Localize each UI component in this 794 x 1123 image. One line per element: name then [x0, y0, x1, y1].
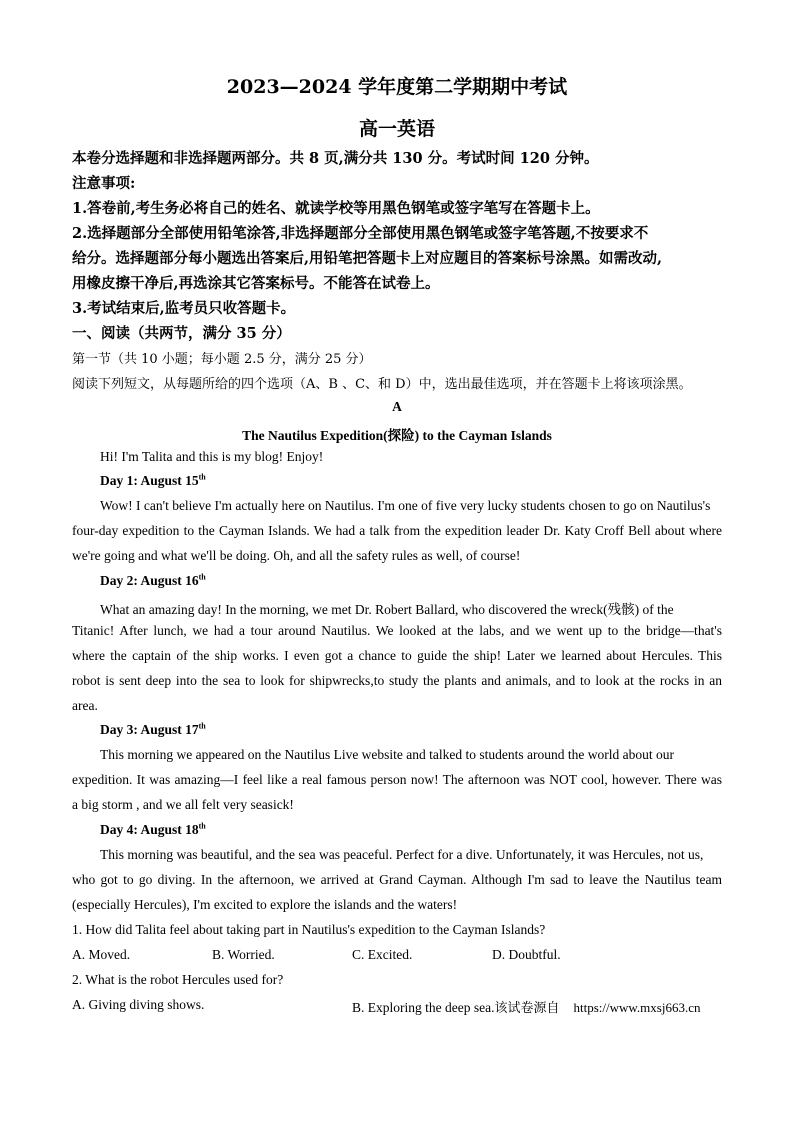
question-1-stem: 1. How did Talita feel about taking part in Nautilus's expedition to the Cayman Islands?	[72, 922, 546, 937]
day-2-line-4: robot is sent deep into the sea to look for shipwrecks,to study the plants and animals, and to look at the rocks in an	[72, 673, 722, 688]
passage-title: The Nautilus Expedition(探险) to the Cayman Islands	[242, 428, 552, 443]
note-1: 1.答卷前,考生务必将自己的姓名、就读学校等用黑色钢笔或签字笔写在答题卡上。	[72, 200, 600, 217]
part-1-heading: 第一节（共 10 小题；每小题 2.5 分，满分 25 分）	[72, 352, 372, 367]
watermark-label: 该试卷源自	[494, 1001, 560, 1016]
day-3-line-2: expedition. It was amazing—I feel like a real famous person now! The afternoon was NOT cool, however. There was	[72, 772, 722, 787]
question-1-option-c: C. Excited.	[352, 947, 413, 962]
notes-heading: 注意事项:	[72, 175, 136, 192]
day-2-line-1: What an amazing day! In the morning, we met Dr. Robert Ballard, who discovered the wreck(残骸) of the	[100, 602, 674, 617]
day-1-line-3: we're going and what we'll be doing. Oh, and all the safety rules as well, of course!	[72, 548, 521, 563]
day-4-line-2: who got to go diving. In the afternoon, we arrived at Grand Cayman. Although I'm sad to leave the Nautilus team	[72, 872, 722, 887]
exam-title: 2023—2024 学年度第二学期期中考试	[226, 76, 568, 98]
exam-subtitle: 高一英语	[358, 118, 435, 140]
day-4-line-3: (especially Hercules), I'm excited to explore the islands and the waters!	[72, 897, 458, 912]
note-3: 3.考试结束后,监考员只收答题卡。	[72, 300, 296, 317]
day-2-line-2: Titanic! After lunch, we had a tour around Nautilus. We looked at the labs, and we went up to the bridge—that's	[72, 623, 722, 638]
day-2-line-3: where the captain of the ship works. I even got a chance to guide the ship! Later we learned about Hercules. This	[72, 648, 722, 663]
note-2-line-1: 2.选择题部分全部使用铅笔涂答,非选择题部分全部使用黑色钢笔或签字笔答题,不按要求不	[72, 225, 649, 242]
passage-greeting: Hi! I'm Talita and this is my blog! Enjoy!	[100, 449, 324, 464]
day-1-line-2: four-day expedition to the Cayman Islands. We had a talk from the expedition leader Dr. Katy Croff Bell about where	[72, 523, 722, 538]
day-4-line-1: This morning was beautiful, and the sea was peaceful. Perfect for a dive. Unfortunately, it was Hercules, not us,	[100, 847, 704, 862]
question-1-option-d: D. Doubtful.	[492, 947, 561, 962]
day-2-line-5: area.	[72, 698, 98, 713]
day-1-line-1: Wow! I can't believe I'm actually here on Nautilus. I'm one of five very lucky students chosen to go on Nautilus's	[100, 498, 711, 513]
section-heading: 一、阅读（共两节，满分 35 分）	[72, 325, 291, 342]
question-1-option-b: B. Worried.	[212, 947, 275, 962]
day-3-line-3: a big storm , and we all felt very seasick!	[72, 797, 294, 812]
day-4-heading: Day 4: August 18th	[100, 821, 206, 837]
reading-directions: 阅读下列短文，从每题所给的四个选项（A、B 、C、和 D）中，选出最佳选项，并在答题卡上将该项涂黑。	[72, 377, 692, 392]
day-3-heading: Day 3: August 17th	[100, 721, 206, 737]
day-3-line-1: This morning we appeared on the Nautilus Live website and talked to students around the world about our	[100, 747, 674, 762]
day-1-heading: Day 1: August 15th	[100, 472, 206, 488]
question-2-option-b: B. Exploring the deep sea.该试卷源自 https://www.mxsj663.cn	[352, 1000, 701, 1016]
watermark-url: https://www.mxsj663.cn	[573, 1000, 701, 1015]
note-2-line-3: 用橡皮擦干净后,再选涂其它答案标号。不能答在试卷上。	[72, 275, 440, 292]
exam-intro: 本卷分选择题和非选择题两部分。共 8 页,满分共 130 分。考试时间 120 分钟。	[72, 150, 599, 167]
question-2-stem: 2. What is the robot Hercules used for?	[72, 972, 284, 987]
question-2-option-a: A. Giving diving shows.	[72, 997, 205, 1012]
note-2-line-2: 给分。选择题部分每小题选出答案后,用铅笔把答题卡上对应题目的答案标号涂黑。如需改动,	[72, 250, 663, 267]
question-1-option-a: A. Moved.	[72, 947, 131, 962]
day-2-heading: Day 2: August 16th	[100, 572, 206, 588]
passage-letter: A	[392, 399, 402, 414]
